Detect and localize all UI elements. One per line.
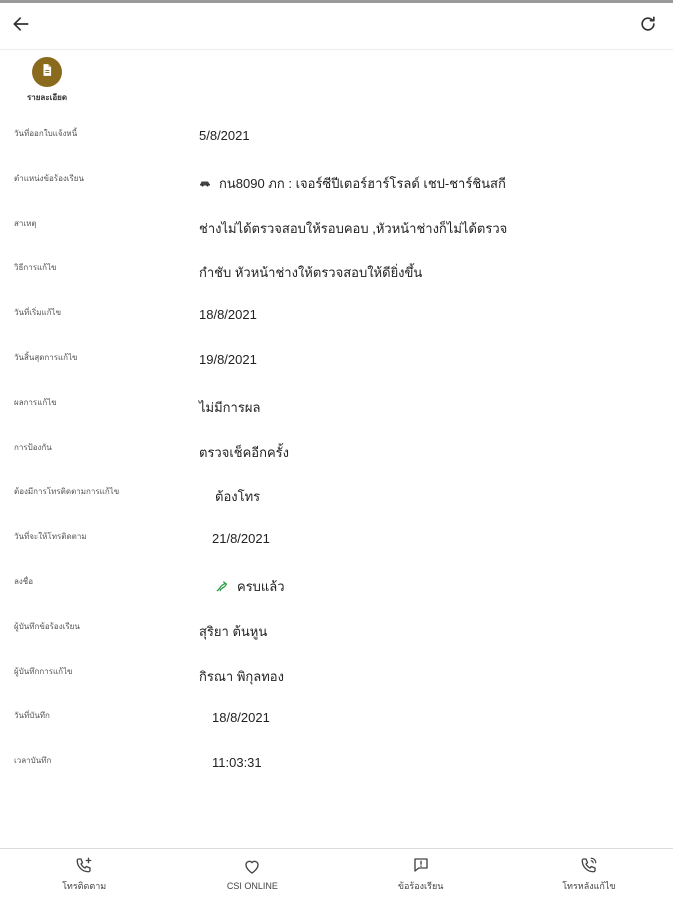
field-label: ลงชื่อ [14,576,34,586]
field-value: ช่างไม่ได้ตรวจสอบให้รอบคอบ ,หัวหน้าช่างก็ไม่ได้ตรวจ [199,220,508,236]
field-value: 18/8/2021 [199,307,257,323]
field-issue-date [0,113,673,158]
field-label: วันที่ออกใบแจ้งหนี้ [14,129,78,138]
field-call-date [0,516,673,561]
field-label: วันสิ้นสุดการแก้ไข [14,352,78,362]
field-label: ตำแหน่งข้อร้องเรียน [14,173,84,183]
field-value: กำชับ หัวหน้าช่างให้ตรวจสอบให้ดียิ่งขึ้น [199,265,423,281]
field-value: กน8090 ภก : เจอร์ซีปีเตอร์ฮาร์โรลด์ เชป-ชาร์ชินสกี [219,175,506,191]
field-cause [0,203,673,248]
phone-ring-icon [580,856,598,874]
field-label: ผู้บันทึกการแก้ไข [14,666,73,676]
field-label: วันที่บันทึก [14,711,50,721]
arrow-left-icon [11,14,31,39]
refresh-button[interactable] [635,13,661,39]
field-record-date [0,695,673,740]
tab-detail[interactable] [20,57,74,104]
field-value: สุริยา ต้นหูน [199,623,268,639]
tab-detail-label: รายละเอียด [26,93,68,102]
signature-icon [215,579,229,593]
field-value: 21/8/2021 [212,531,270,547]
field-value-wrap [215,576,285,597]
nav-csi-online[interactable] [168,849,336,900]
field-result [0,382,673,427]
back-button[interactable] [8,13,34,39]
refresh-icon [638,14,658,39]
field-value: 11:03:31 [212,755,262,771]
field-value-wrap [199,173,506,194]
field-end-date [0,337,673,382]
nav-label: CSI ONLINE [226,881,278,891]
nav-complaints[interactable] [337,849,505,900]
field-label: ต้องมีการโทรติดตามการแก้ไข [14,487,120,497]
field-label: วิธีการแก้ไข [14,263,57,273]
field-need-call [0,471,673,516]
field-label: วันที่เริ่มแก้ไข [14,308,62,318]
detail-field-list [0,113,673,785]
chat-alert-icon [412,856,430,874]
field-solution [0,247,673,292]
field-label: ผลการแก้ไข [14,397,57,407]
field-value: ตรวจเช็คอีกครั้ง [199,444,290,460]
field-value: 19/8/2021 [199,351,257,367]
field-start-date [0,292,673,337]
field-label: สาเหตุ [14,218,37,228]
field-prevention [0,427,673,472]
field-value: กิรณา พิกุลทอง [199,668,284,684]
nav-call-followup[interactable] [0,849,168,900]
car-icon [199,179,211,187]
phone-add-icon [75,856,93,874]
nav-callback[interactable] [505,849,673,900]
field-complaint-topic [0,158,673,203]
field-value: ไม่มีการผล [199,399,261,415]
field-value: 18/8/2021 [212,710,270,726]
detail-tab-badge [32,57,62,87]
app-header [0,3,673,50]
field-label: วันที่จะให้โทรติดตาม [14,532,87,542]
heart-icon [243,858,261,876]
field-label: เวลาบันทึก [14,756,52,766]
bottom-navigation [0,848,673,900]
field-label: การป้องกัน [14,442,52,452]
field-fix-recorder [0,651,673,696]
nav-label: ข้อร้องเรียน [397,881,444,891]
field-label: ผู้บันทึกข้อร้องเรียน [14,621,80,631]
field-signature [0,561,673,606]
field-value: 5/8/2021 [199,128,250,143]
field-value: ครบแล้ว [237,578,285,594]
document-icon [40,63,54,82]
nav-label: โทรหลังแก้ไข [562,881,616,891]
field-complaint-recorder [0,606,673,651]
field-value: ต้องโทร [215,489,261,505]
field-record-time [0,740,673,785]
nav-label: โทรติดตาม [62,881,107,891]
